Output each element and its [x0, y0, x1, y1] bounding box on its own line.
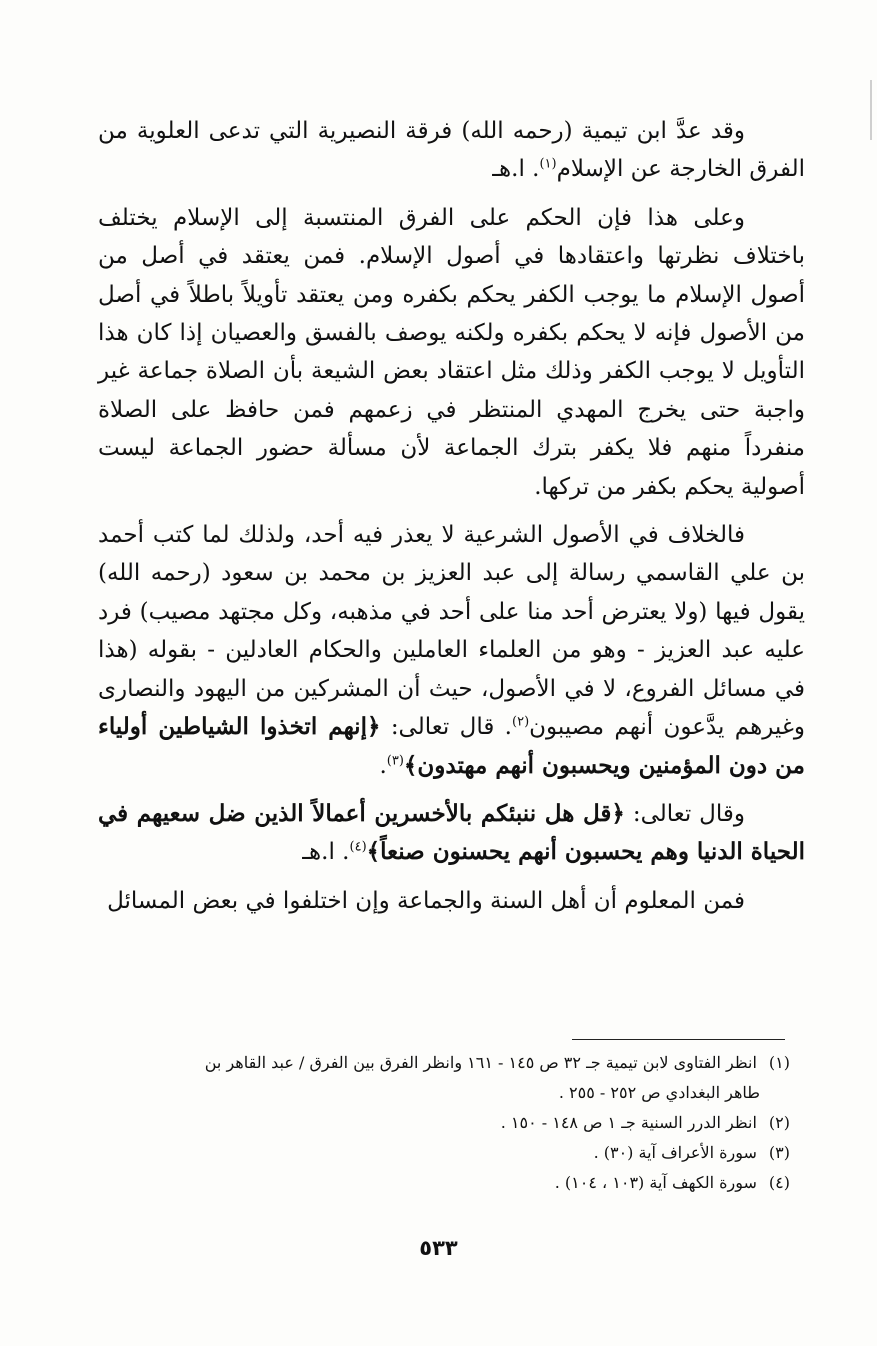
footnote-ref-2: (٢)	[512, 714, 530, 730]
paragraph-1	[98, 112, 805, 189]
footnote-3	[90, 1138, 790, 1168]
paragraph-4-lead: وقال تعالى:	[624, 800, 746, 827]
footnote-ref-3: (٣)	[386, 752, 404, 768]
main-text	[98, 112, 805, 930]
paragraph-4	[98, 795, 805, 872]
paragraph-3	[98, 516, 805, 785]
paragraph-1-text: وقد عدَّ ابن تيمية (رحمه الله) فرقة النصيرية التي تدعى العلوية من الفرق الخارجة عن الإسلام	[98, 118, 805, 183]
page-edge-mark	[870, 80, 872, 140]
footnote-ref-4: (٤)	[349, 839, 367, 855]
paragraph-4-ending: . ا.هـ	[302, 839, 350, 866]
footnote-1-text: انظر الفتاوى لابن تيمية جـ ٣٢ ص ١٤٥ - ١٦١ وانظر الفرق بين الفرق / عبد القاهر بن	[204, 1053, 757, 1072]
paragraph-3-ending: .	[379, 752, 387, 779]
footnote-divider	[572, 1039, 785, 1040]
footnotes	[90, 1048, 790, 1198]
footnote-1-number: (١)	[768, 1053, 790, 1072]
paragraph-3-lead: . قال تعالى:	[380, 714, 512, 741]
footnote-4-number: (٤)	[768, 1173, 790, 1192]
footnote-3-number: (٣)	[768, 1143, 790, 1162]
footnote-2	[90, 1108, 790, 1138]
paragraph-5: فمن المعلوم أن أهل السنة والجماعة وإن اختلفوا في بعض المسائل	[107, 887, 745, 914]
paragraph-1-ending: . ا.هـ	[492, 156, 540, 183]
footnote-1	[90, 1048, 790, 1108]
quran-quote-1: ﴿إنهم اتخذوا الشياطين أولياء من دون المؤمنين ويحسبون أنهم مهتدون﴾	[98, 713, 805, 779]
quran-quote-2: ﴿قل هل ننبئكم بالأخسرين أعمالاً الذين ضل سعيهم في الحياة الدنيا وهم يحسبون أنهم يحسنون صنعاً﴾	[98, 799, 805, 866]
footnote-2-number: (٢)	[768, 1113, 790, 1132]
footnote-1-continuation: طاهر البغدادي ص ٢٥٢ - ٢٥٥ .	[558, 1083, 760, 1102]
footnote-3-text: سورة الأعراف آية (٣٠) .	[593, 1143, 757, 1162]
footnote-4	[90, 1168, 790, 1198]
footnote-4-text: سورة الكهف آية (١٠٣ ، ١٠٤) .	[554, 1173, 757, 1192]
paragraph-2: وعلى هذا فإن الحكم على الفرق المنتسبة إلى الإسلام يختلف باختلاف نظرتها واعتقادها في أصول الإسلام. فمن يعتقد في أصل من أصول الإسلام ما يوجب الكفر يحكم بكفره ومن يعتقد تأويلاً باطلاً في أصل من الأصول فإنه لا يحكم بكفره ولكنه يوصف بالفسق والعصيان إذا كان هذا التأويل لا يوجب الكفر وذلك مثل اعتقاد بعض الشيعة بأن الصلاة جماعة غير واجبة حتى يخرج المهدي المنتظر في زعمهم فمن حافظ على الصلاة منفرداً منهم فلا يكفر بترك الجماعة لأن مسألة حضور الجماعة ليست أصولية يحكم بكفر من تركها.	[98, 204, 805, 500]
footnote-2-text: انظر الدرر السنية جـ ١ ص ١٤٨ - ١٥٠ .	[500, 1113, 757, 1132]
footnote-ref-1: (١)	[539, 156, 557, 172]
paragraph-3-text: فالخلاف في الأصول الشرعية لا يعذر فيه أحد، ولذلك لما كتب أحمد بن علي القاسمي رسالة إلى عبد العزيز بن محمد بن سعود (رحمه الله) يقول فيها (ولا يعترض أحد منا على أحد في مذهبه، وكل مجتهد مصيب) فرد عليه عبد العزيز - وهو من العلماء العاملين والحكام العادلين - بقوله (هذا في مسائل الفروع، لا في الأصول، حيث أن المشركين من اليهود والنصارى وغيرهم يدَّعون أنهم مصيبون	[98, 522, 806, 741]
page-number: ٥٣٣	[419, 1236, 458, 1260]
